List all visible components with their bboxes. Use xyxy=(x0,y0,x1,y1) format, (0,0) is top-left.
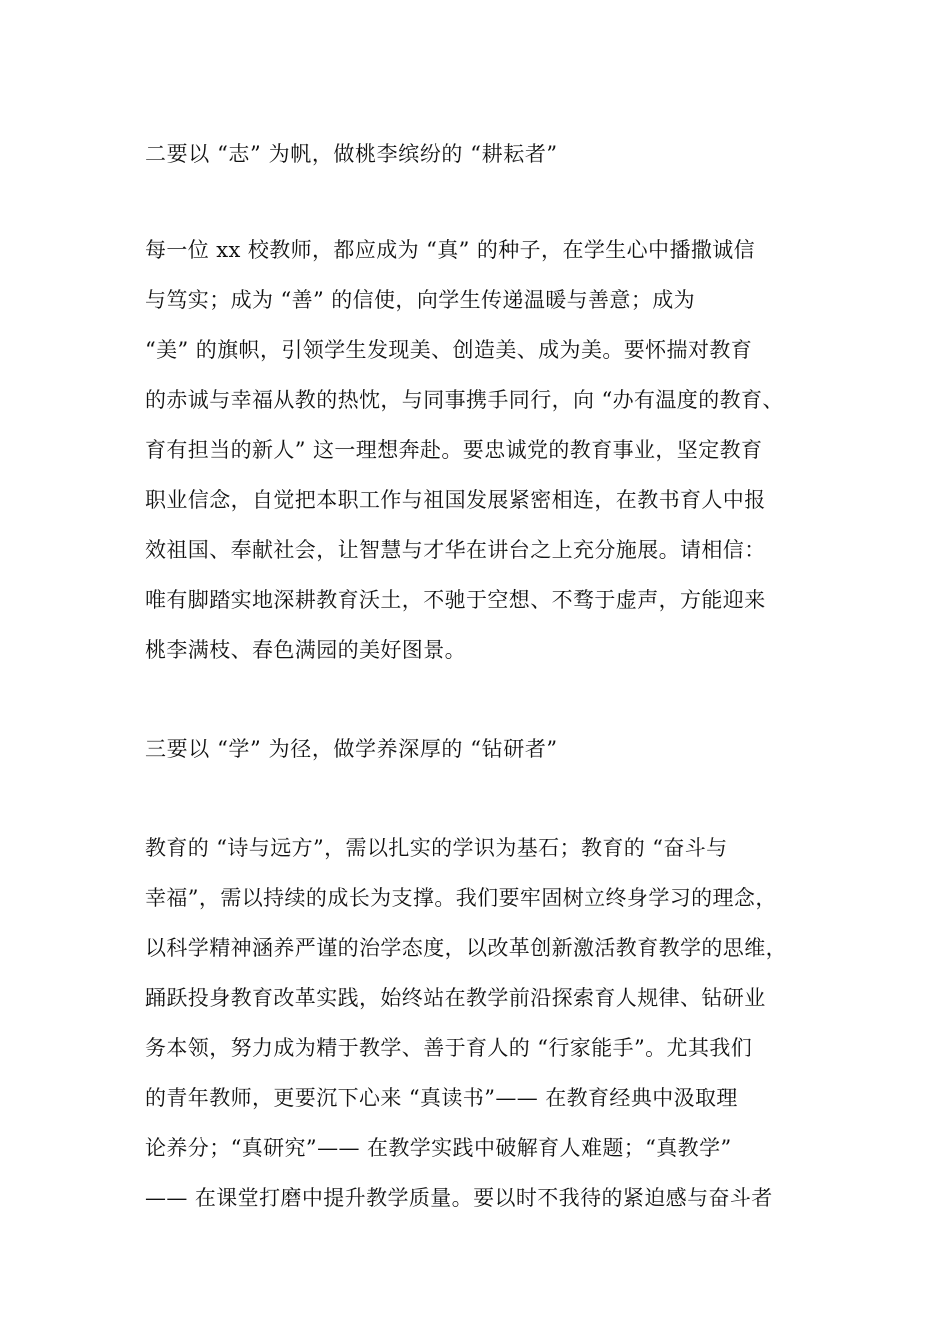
paragraph-line: 与笃实；成为 “善” 的信使，向学生传递温暖与善意；成为 xyxy=(145,288,696,312)
paragraph-line: 的赤诚与幸福从教的热忱，与同事携手同行，向 “办有温度的教育、 xyxy=(145,388,784,412)
paragraph-line: 务本领，努力成为精于教学、善于育人的 “行家能手”。尤其我们 xyxy=(145,1036,753,1060)
paragraph-line: 论养分；“真研究”—— 在教学实践中破解育人难题；“真教学” xyxy=(145,1136,732,1160)
paragraph-line: 职业信念，自觉把本职工作与祖国发展紧密相连，在教书育人中报 xyxy=(145,488,766,512)
paragraph-line: 以科学精神涵养严谨的治学态度，以改革创新激活教育教学的思维， xyxy=(145,936,787,960)
heading-text: 三要以 “学” 为径，做学养深厚的 “钻研者” xyxy=(145,737,558,761)
heading-text: 二要以 “志” 为帆，做桃李缤纷的 “耕耘者” xyxy=(145,142,558,166)
paragraph-line: 每一位 xx 校教师，都应成为 “真” 的种子，在学生心中播撒诚信 xyxy=(145,238,756,262)
section-2-heading xyxy=(145,129,845,179)
paragraph-line: 桃李满枝、春色满园的美好图景。 xyxy=(145,638,466,662)
paragraph-line: 育有担当的新人” 这一理想奔赴。要忠诚党的教育事业，坚定教育 xyxy=(145,438,763,462)
paragraph-line: “美” 的旗帜，引领学生发现美、创造美、成为美。要怀揣对教育 xyxy=(145,338,753,362)
section-3-heading xyxy=(145,724,845,774)
paragraph-line: 踊跃投身教育改革实践，始终站在教学前沿探索育人规律、钻研业 xyxy=(145,986,766,1010)
paragraph-line: 效祖国、奉献社会，让智慧与才华在讲台之上充分施展。请相信： xyxy=(145,538,766,562)
paragraph-line: 唯有脚踏实地深耕教育沃土，不驰于空想、不骛于虚声，方能迎来 xyxy=(145,588,766,612)
paragraph-line: 的青年教师，更要沉下心来 “真读书”—— 在教育经典中汲取理 xyxy=(145,1086,738,1110)
section-2-paragraph xyxy=(145,225,845,675)
paragraph-line: —— 在课堂打磨中提升教学质量。要以时不我待的紧迫感与奋斗者 xyxy=(145,1186,773,1210)
section-3-paragraph xyxy=(145,823,845,1223)
paragraph-line: 幸福”，需以持续的成长为支撑。我们要牢固树立终身学习的理念， xyxy=(145,886,777,910)
paragraph-line: 教育的 “诗与远方”，需以扎实的学识为基石；教育的 “奋斗与 xyxy=(145,836,728,860)
